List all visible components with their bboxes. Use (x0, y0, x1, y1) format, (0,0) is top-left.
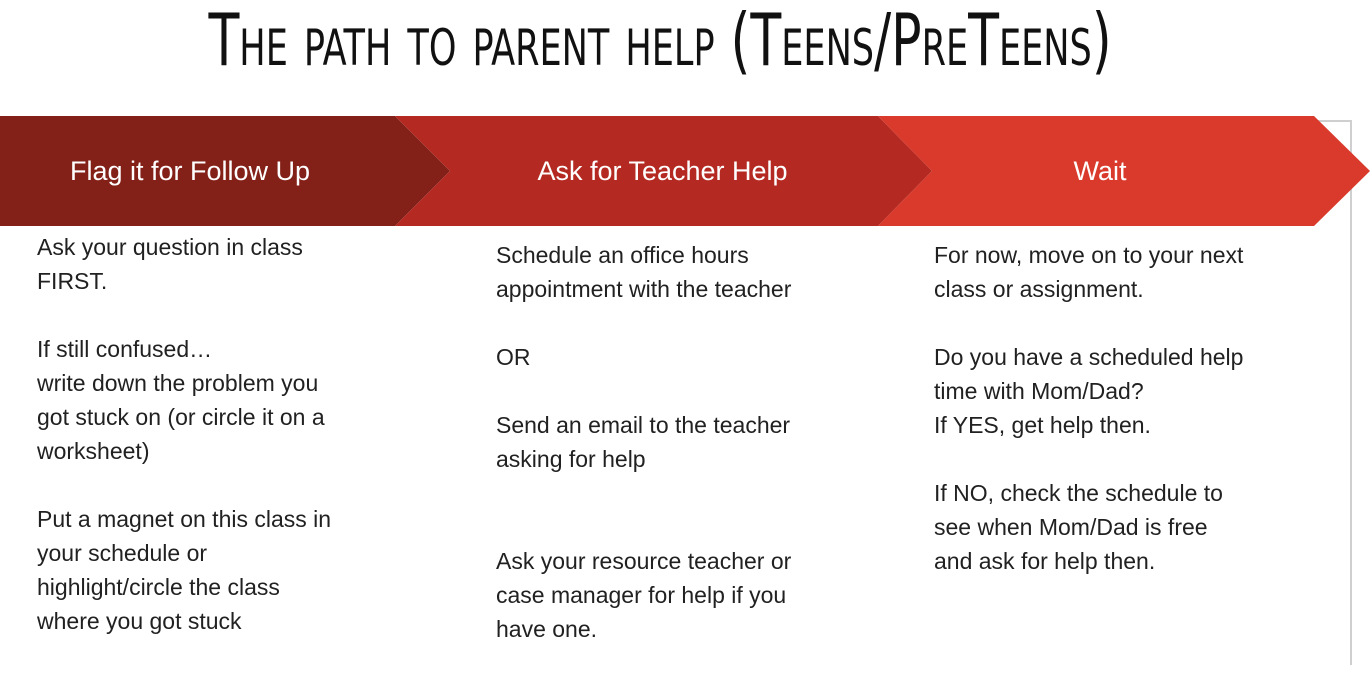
step-3-label: Wait (1073, 156, 1127, 186)
step-3-paragraph: For now, move on to your next class or assignment. (934, 242, 1244, 302)
step-2-paragraph: OR (496, 344, 531, 370)
step-2-paragraph: Send an email to the teacher asking for help (496, 412, 791, 472)
step-1-paragraph: If still confused… write down the problem you got stuck on (or circle it on a worksheet) (37, 336, 325, 464)
step-2-paragraph: Schedule an office hours appointment with the teacher (496, 242, 792, 302)
step-1-description (37, 230, 437, 672)
step-1-label: Flag it for Follow Up (69, 156, 311, 186)
step-3-description (934, 238, 1314, 612)
step-1-paragraph: Put a magnet on this class in your schedule or highlight/circle the class where you got stuck (37, 506, 332, 634)
step-2-paragraph: Ask your resource teacher or case manager for help if you have one. (496, 548, 792, 642)
step-3-paragraph: Do you have a scheduled help time with Mom/Dad? If YES, get help then. (934, 344, 1244, 438)
step-3-paragraph: If NO, check the schedule to see when Mom/Dad is free and ask for help then. (934, 480, 1223, 574)
step-1-paragraph: Ask your question in class FIRST. (37, 234, 303, 294)
step-2-label: Ask for Teacher Help (537, 156, 788, 186)
page-title: The path to parent help (Teens/PreTeens) (208, 0, 1112, 82)
step-2-description (496, 238, 896, 680)
